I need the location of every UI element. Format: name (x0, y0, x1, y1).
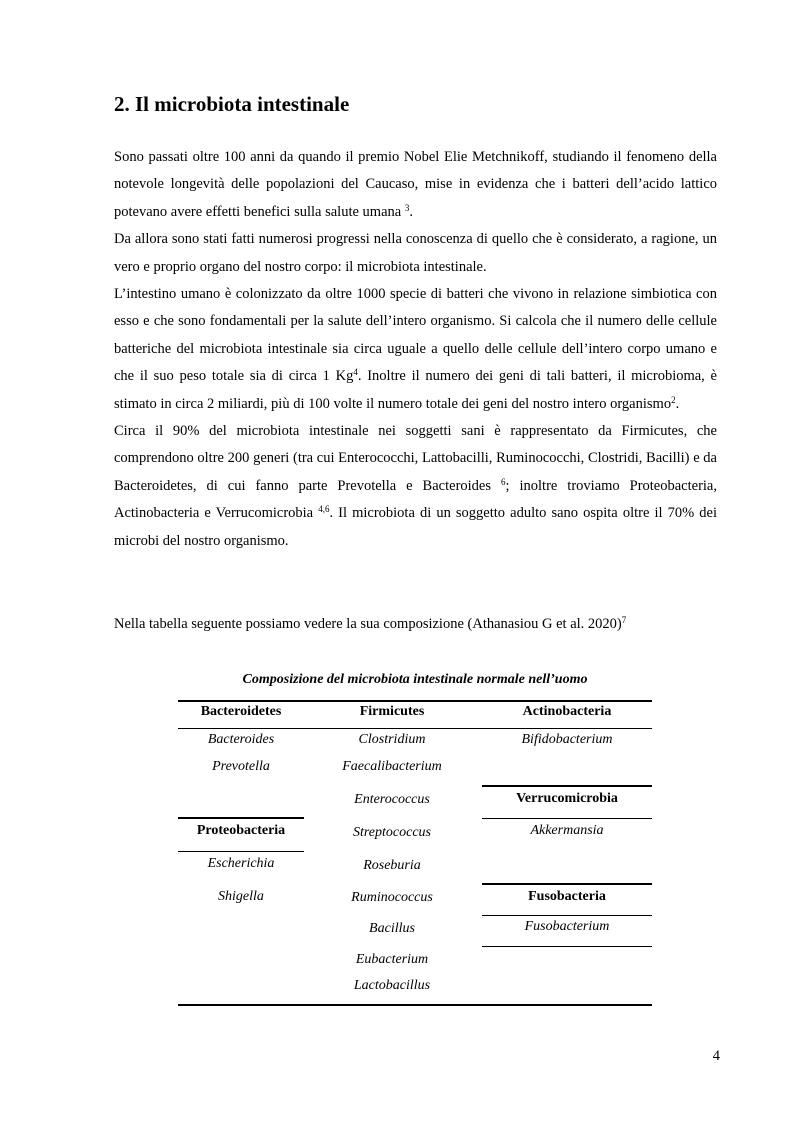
genus-cell: Akkermansia (530, 823, 604, 838)
body-text (114, 144, 717, 555)
fusobacteria-header-rule (482, 915, 652, 916)
verrucomicrobia-header-rule (482, 818, 652, 819)
genus-cell: Shigella (218, 889, 264, 904)
paragraph-3: L’intestino umano è colonizzato da oltre 1000 specie di batteri che vivono in relazione simbiotica con esso e che sono fondamentali per la salute dell’intero organismo. Si calcola che il numero delle cellule batteriche del microbiota intestinale sia circa uguale a quello delle cellule dell’intero corpo umano e che il suo peso totale sia di circa 1 Kg$^4$. Inoltre il numero dei geni di tali batteri, il microbioma, è stimato in circa 2 miliardi, più di 100 volte il numero totale dei geni del nostro intero organismo$^2$. (114, 286, 717, 412)
genus-cell: Roseburia (363, 858, 421, 873)
proteobacteria-header-rule (178, 851, 304, 852)
paragraph-2: Da allora sono stati fatti numerosi progressi nella conoscenza di quello che è considerato, a ragione, un vero e proprio organo del nostro corpo: il microbiota intestinale. (114, 231, 717, 275)
header-verrucomicrobia: Verrucomicrobia (516, 791, 618, 806)
citation-ref: 4,6 (318, 504, 330, 515)
citation-ref: 7 (621, 615, 627, 625)
genus-cell: Bacillus (369, 921, 415, 936)
citation-ref: 2 (671, 394, 676, 405)
citation-ref: 3 (404, 202, 410, 213)
verrucomicrobia-top-rule (482, 785, 652, 787)
page-number: 4 (712, 1048, 720, 1064)
genus-cell: Eubacterium (355, 952, 429, 967)
fusobacteria-top-rule (482, 883, 652, 885)
header-proteobacteria: Proteobacteria (196, 823, 286, 838)
header-rule (178, 728, 652, 729)
genus-cell: Ruminococcus (351, 890, 433, 905)
paragraph-1: Sono passati oltre 100 anni da quando il premio Nobel Elie Metchnikoff, studiando il fenomeno della notevole longevità delle popolazioni del Caucaso, mise in evidenza che i batteri dell’acido lattico potevano avere effetti benefici sulla salute umana $^3$. (114, 149, 717, 220)
genus-cell: Faecalibacterium (342, 759, 442, 774)
genus-cell: Streptococcus (352, 825, 431, 840)
header-bacteroidetes: Bacteroidetes (200, 704, 282, 719)
table-intro: Nella tabella seguente possiamo vedere la sua composizione (Athanasiou G et al. 2020)$^7$ (114, 615, 627, 632)
table-bottom-rule (178, 1004, 652, 1006)
composition-table (178, 692, 652, 1007)
fusobacteria-bottom-rule (482, 946, 652, 947)
genus-cell: Lactobacillus (353, 978, 431, 993)
genus-cell: Prevotella (212, 759, 270, 774)
paragraph-4: Circa il 90% del microbiota intestinale nei soggetti sani è rappresentato da Firmicutes, che comprendono oltre 200 generi (tra cui Enterococchi, Lattobacilli, Ruminococchi, Clostridi, Bacilli) e da Bacteroidetes, di cui fanno parte Prevotella e Bacteroides $^6$; inoltre troviamo Proteobacteria, Actinobacteria e Verrucomicrobia $^{4,6}$. Il microbiota di un soggetto adulto sano ospita oltre il 70% dei microbi del nostro organismo. (114, 423, 717, 549)
citation-ref: 4 (353, 367, 358, 378)
genus-cell: Bacteroides (207, 732, 275, 747)
header-fusobacteria: Fusobacteria (528, 889, 606, 904)
header-firmicutes: Firmicutes (359, 704, 425, 719)
header-actinobacteria: Actinobacteria (522, 704, 612, 719)
section-heading: 2. Il microbiota intestinale (114, 92, 350, 116)
genus-cell: Fusobacterium (524, 919, 610, 934)
genus-cell: Clostridium (358, 732, 426, 747)
genus-cell: Bifidobacterium (521, 732, 613, 747)
table-caption: Composizione del microbiota intestinale normale nell’uomo (242, 672, 588, 687)
table-top-rule (178, 700, 652, 702)
genus-cell: Enterococcus (354, 792, 430, 807)
proteobacteria-top-rule (178, 817, 304, 819)
citation-ref: 6 (500, 476, 506, 487)
genus-cell: Escherichia (207, 856, 275, 871)
